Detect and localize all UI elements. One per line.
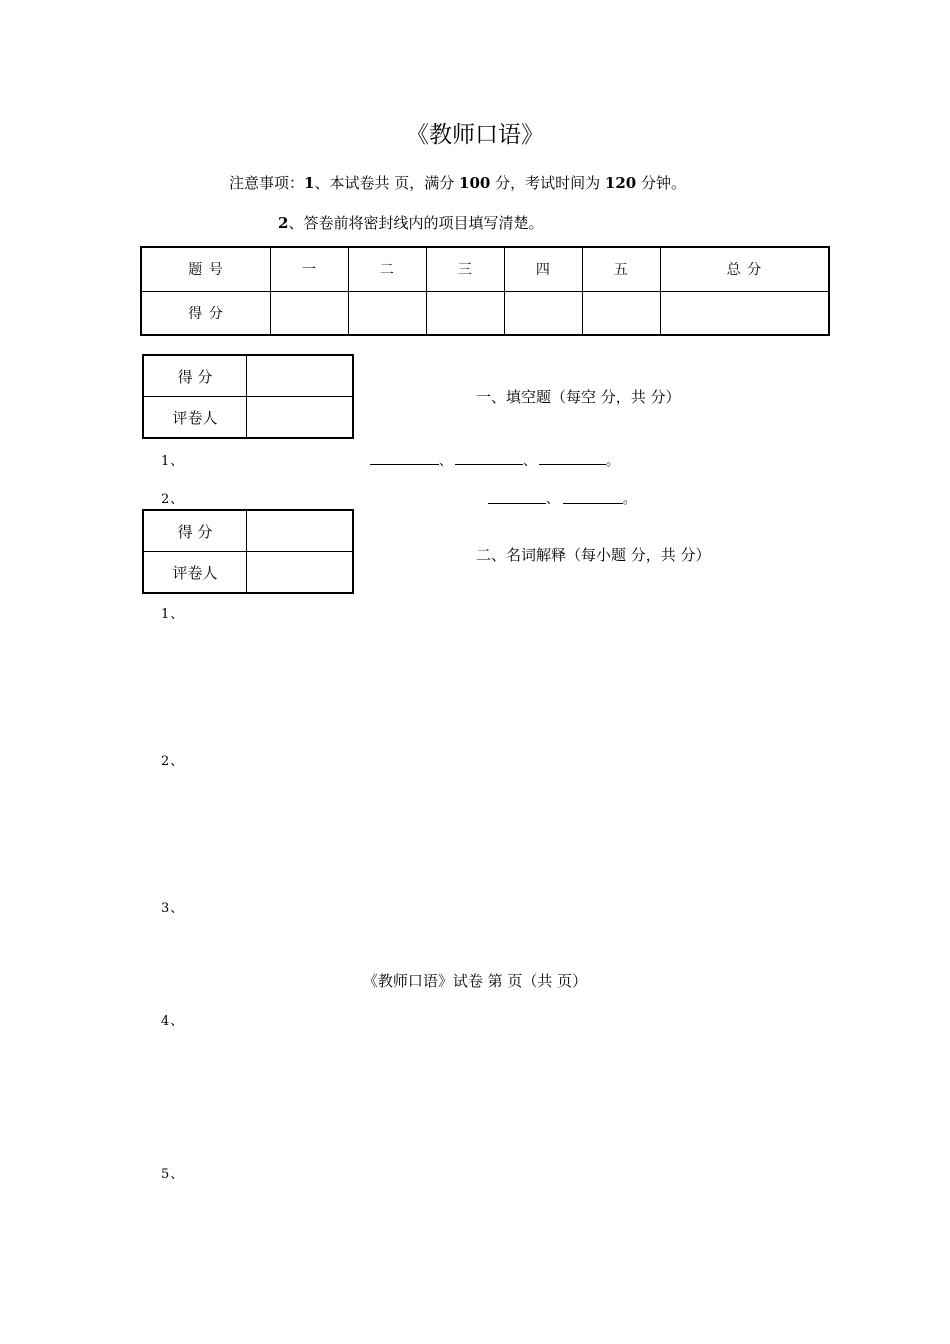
question-number: 5、 [161,1167,185,1182]
score-cell[interactable] [426,291,504,335]
blank-separator: 、 [546,492,561,507]
blank-separator: 、 [523,454,538,469]
exam-duration: 120 [604,174,637,192]
grader-label: 评卷人 [143,397,247,439]
notice-number: 1 [304,174,315,192]
header-total: 总 分 [660,247,829,291]
header-cell: 一 [271,247,349,291]
score-cell[interactable] [582,291,660,335]
grader-field[interactable] [247,552,354,594]
grader-field[interactable] [247,397,354,439]
question-number: 3、 [161,901,185,916]
notice-text: 分钟。 [641,174,687,192]
answer-blank[interactable] [488,503,546,504]
score-summary-table [140,246,830,336]
question-prefix: 2、 [161,492,185,507]
grader-box-2 [142,509,354,594]
notice-number: 2 [278,214,289,232]
section-heading-fill-blank: 一、填空题（每空 分，共 分） [476,388,681,406]
score-label: 得 分 [143,510,247,552]
notice-text: 、答卷前将密封线内的项目填写清楚。 [288,214,544,232]
score-label: 得 分 [143,355,247,397]
score-field[interactable] [247,355,354,397]
notice-line-2 [278,212,543,233]
notice-text: 分，考试时间为 [495,174,601,192]
header-cell: 三 [426,247,504,291]
header-question-number: 题 号 [141,247,271,291]
score-cell[interactable] [504,291,582,335]
answer-blank[interactable] [370,464,439,465]
notice-label: 注意事项： [229,174,305,192]
score-cell[interactable] [348,291,426,335]
question-number: 1、 [161,607,185,622]
question-number: 4、 [161,1014,185,1029]
grader-box-1 [142,354,354,439]
question-prefix: 1、 [161,454,185,469]
answer-blank[interactable] [539,464,606,465]
score-cell[interactable] [660,291,829,335]
answer-blank[interactable] [563,503,623,504]
page-footer: 《教师口语》试卷 第 页（共 页） [362,972,588,990]
score-field[interactable] [247,510,354,552]
page-title: 《教师口语》 [406,122,544,148]
question-suffix: 。 [606,454,621,469]
score-row [141,291,829,335]
score-row-label: 得 分 [141,291,271,335]
header-cell: 四 [504,247,582,291]
section-heading-term-definition: 二、名词解释（每小题 分，共 分） [476,546,711,564]
notice-text: 、本试卷共 页，满分 [314,174,455,192]
header-cell: 二 [348,247,426,291]
answer-blank[interactable] [455,464,523,465]
question-number: 2、 [161,754,185,769]
score-header-row [141,247,829,291]
notice-line-1 [229,172,686,193]
score-cell[interactable] [271,291,349,335]
header-cell: 五 [582,247,660,291]
question-suffix: 。 [623,492,638,507]
total-score: 100 [459,174,491,192]
blank-separator: 、 [439,454,454,469]
grader-label: 评卷人 [143,552,247,594]
